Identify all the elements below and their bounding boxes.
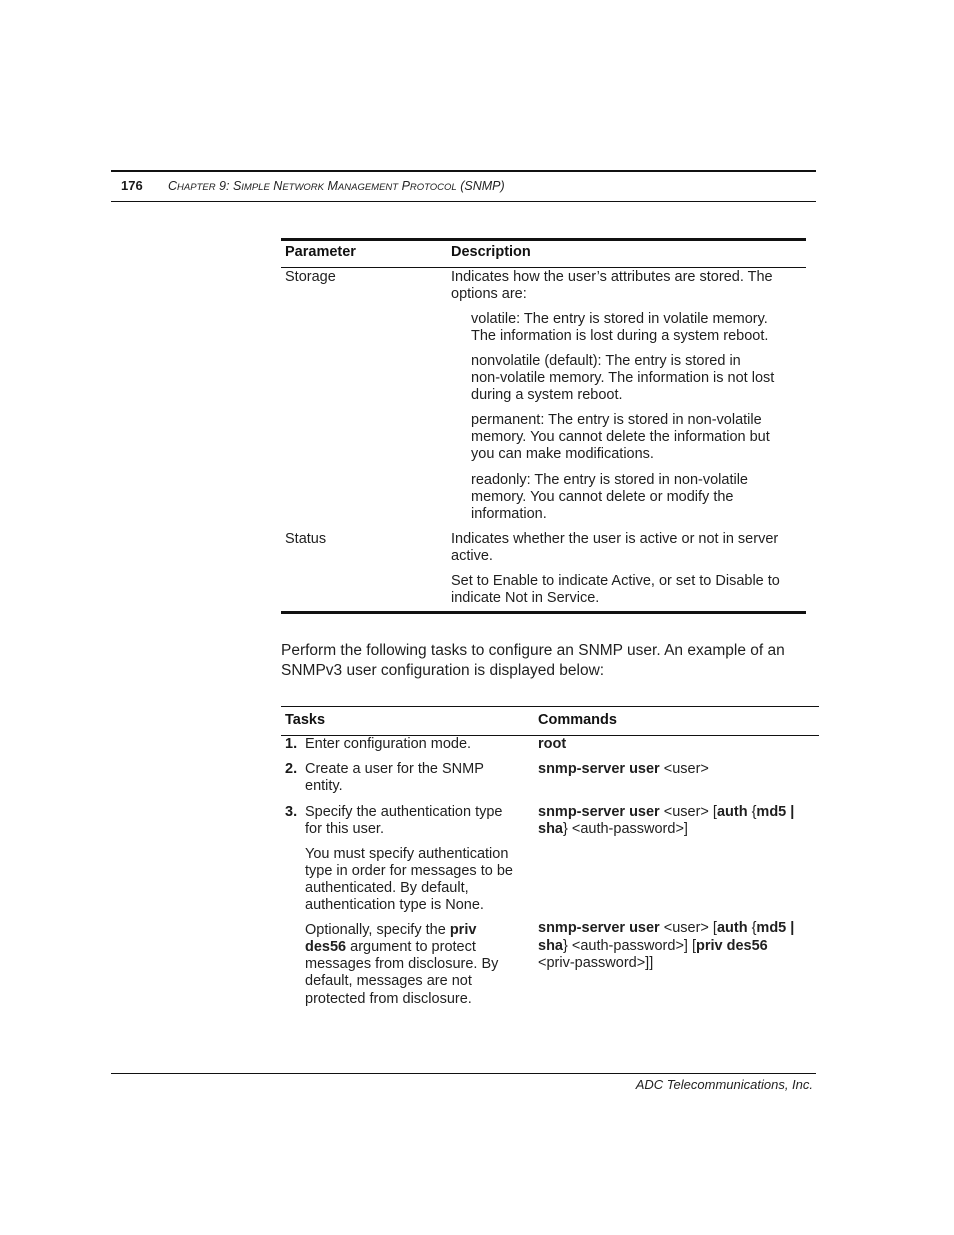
storage-option-volatile-l1: volatile: The entry is stored in volatile memory. bbox=[471, 311, 768, 327]
param-table-top-rule bbox=[281, 238, 806, 241]
storage-option-nonvolatile-l2: non-volatile memory. The information is not lost bbox=[471, 370, 775, 386]
tasks-col-header-tasks: Tasks bbox=[285, 712, 326, 728]
param-col-header-parameter: Parameter bbox=[285, 244, 356, 260]
task3-note-l1: You must specify authentication bbox=[305, 846, 509, 862]
intro-line2: SNMPv3 user configuration is displayed below: bbox=[281, 662, 605, 679]
storage-option-nonvolatile-l1: nonvolatile (default): The entry is stored in bbox=[471, 353, 741, 369]
intro-paragraph bbox=[281, 641, 811, 681]
task1-text: Enter configuration mode. bbox=[305, 736, 472, 752]
param-name-status: Status bbox=[285, 531, 327, 547]
task3-note-l2: type in order for messages to be bbox=[305, 863, 513, 879]
param-table-bottom-rule bbox=[281, 611, 806, 614]
task3-priv-command-l3: <priv-password>]] bbox=[538, 955, 654, 971]
storage-option-permanent-l1: permanent: The entry is stored in non-volatile bbox=[471, 412, 762, 428]
intro-line1: Perform the following tasks to configure an SNMP user. An example of an bbox=[281, 642, 785, 659]
storage-option-nonvolatile-l3: during a system reboot. bbox=[471, 387, 623, 403]
storage-option-readonly-l3: information. bbox=[471, 506, 547, 522]
status-desc2-l2: indicate Not in Service. bbox=[451, 590, 600, 606]
chapter-title: CHAPTER 9: SIMPLE NETWORK MANAGEMENT PROTOCOL (SNMP) bbox=[168, 179, 505, 193]
task3-priv-command-l1: snmp-server user <user> [auth {md5 | bbox=[538, 920, 795, 936]
param-col-header-description: Description bbox=[451, 244, 531, 260]
task3-priv-l4: default, messages are not bbox=[305, 973, 472, 989]
task1-command: root bbox=[538, 736, 567, 752]
task1-number: 1. bbox=[285, 736, 298, 752]
task3-text-l2: for this user. bbox=[305, 821, 384, 837]
task3-number: 3. bbox=[285, 804, 298, 820]
task3-priv-l1: Optionally, specify the priv bbox=[305, 922, 477, 938]
task3-text-l1: Specify the authentication type bbox=[305, 804, 503, 820]
param-table-header-rule bbox=[281, 267, 806, 268]
header-top-rule bbox=[111, 170, 816, 172]
storage-desc-line1: Indicates how the user’s attributes are stored. The bbox=[451, 269, 773, 285]
storage-option-readonly-l2: memory. You cannot delete or modify the bbox=[471, 489, 734, 505]
page-number: 176 bbox=[121, 178, 143, 193]
storage-option-permanent-l3: you can make modifications. bbox=[471, 446, 654, 462]
task3-note-l3: authenticated. By default, bbox=[305, 880, 469, 896]
storage-option-volatile-l2: The information is lost during a system reboot. bbox=[471, 328, 769, 344]
param-name-storage: Storage bbox=[285, 269, 336, 285]
task3-command-l1: snmp-server user <user> [auth {md5 | bbox=[538, 804, 795, 820]
task3-priv-command-l2: sha} <auth-password>] [priv des56 bbox=[538, 938, 768, 954]
tasks-table-top-rule bbox=[281, 706, 819, 707]
task2-text-l1: Create a user for the SNMP bbox=[305, 761, 484, 777]
status-desc2-l1: Set to Enable to indicate Active, or set to Disable to bbox=[451, 573, 780, 589]
task2-command: snmp-server user <user> bbox=[538, 761, 709, 777]
task3-command-l2: sha} <auth-password>] bbox=[538, 821, 688, 837]
task2-text-l2: entity. bbox=[305, 778, 343, 794]
status-desc1-l2: active. bbox=[451, 548, 493, 564]
storage-desc-line2: options are: bbox=[451, 286, 527, 302]
tasks-col-header-commands: Commands bbox=[538, 712, 617, 728]
storage-option-permanent-l2: memory. You cannot delete the information but bbox=[471, 429, 770, 445]
task3-priv-l3: messages from disclosure. By bbox=[305, 956, 499, 972]
storage-option-readonly-l1: readonly: The entry is stored in non-volatile bbox=[471, 472, 748, 488]
task3-note-l4: authentication type is None. bbox=[305, 897, 484, 913]
status-desc1-l1: Indicates whether the user is active or not in server bbox=[451, 531, 779, 547]
task3-priv-l5: protected from disclosure. bbox=[305, 991, 472, 1007]
header-bottom-rule bbox=[111, 201, 816, 202]
footer-rule bbox=[111, 1073, 816, 1074]
footer-company: ADC Telecommunications, Inc. bbox=[635, 1077, 813, 1092]
task3-priv-l2: des56 argument to protect bbox=[305, 939, 476, 955]
task2-number: 2. bbox=[285, 761, 298, 777]
